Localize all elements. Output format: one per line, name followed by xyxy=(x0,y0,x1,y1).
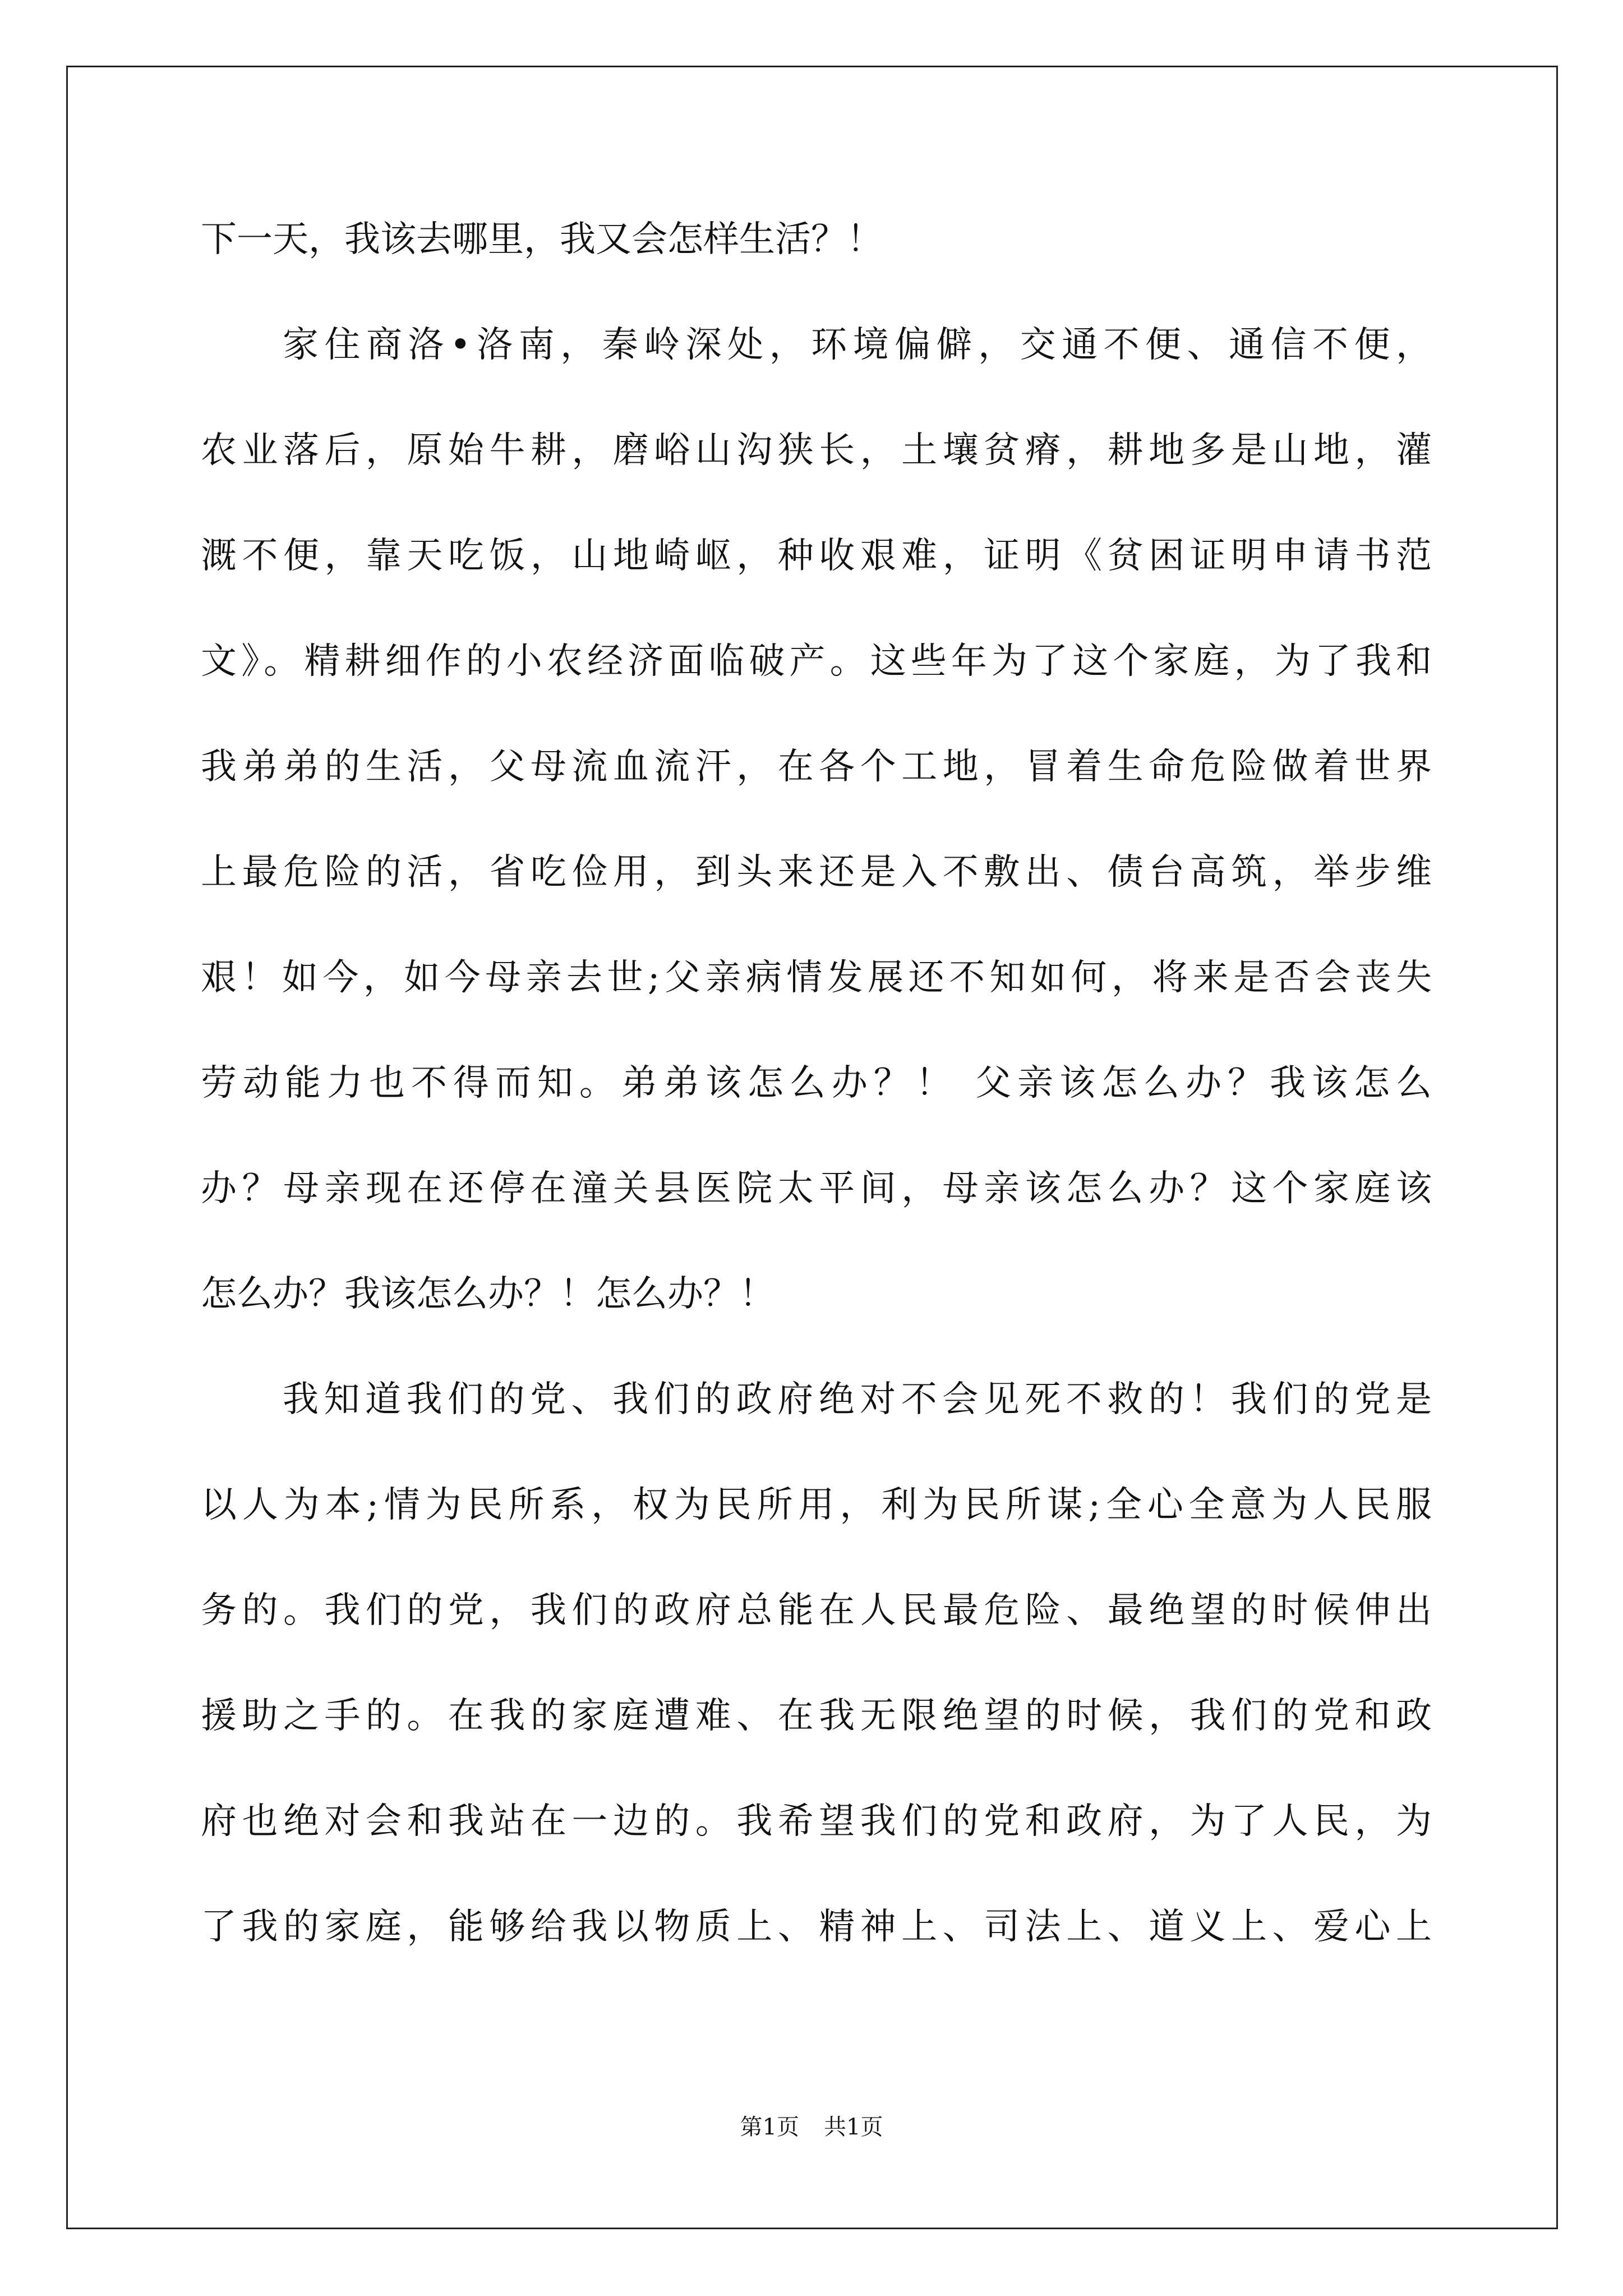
text-line: 艰！如今，如今母亲去世;父亲病情发展还不知如何，将来是否会丧失 xyxy=(201,957,1432,999)
page-number: 第1页 xyxy=(740,2114,799,2140)
page-footer xyxy=(0,2109,1623,2141)
text-line: 下一天，我该去哪里，我又会怎样生活？！ xyxy=(201,219,883,260)
paragraph-start-line: 我知道我们的党、我们的政府绝对不会见死不救的！我们的党是 xyxy=(283,1379,1432,1420)
text-line: 农业落后，原始牛耕，磨峪山沟狭长，土壤贫瘠，耕地多是山地，灌 xyxy=(201,430,1432,471)
paragraph-start-line: 家住商洛•洛南，秦岭深处，环境偏僻，交通不便、通信不便， xyxy=(283,324,1432,366)
text-line: 文》。精耕细作的小农经济面临破产。这些年为了这个家庭，为了我和 xyxy=(201,641,1432,682)
text-line: 了我的家庭，能够给我以物质上、精神上、司法上、道义上、爱心上 xyxy=(201,1906,1432,1948)
text-line: 援助之手的。在我的家庭遭难、在我无限绝望的时候，我们的党和政 xyxy=(201,1695,1432,1737)
text-line: 怎么办？我该怎么办？！怎么办？！ xyxy=(201,1273,775,1315)
document-body xyxy=(201,219,1432,2014)
text-line: 劳动能力也不得而知。弟弟该怎么办？！ 父亲该怎么办？我该怎么 xyxy=(201,1062,1432,1104)
text-line: 我弟弟的生活，父母流血流汗，在各个工地，冒着生命危险做着世界 xyxy=(201,746,1432,788)
text-line: 办？母亲现在还停在潼关县医院太平间，母亲该怎么办？这个家庭该 xyxy=(201,1168,1432,1209)
text-line: 上最危险的活，省吃俭用，到头来还是入不敷出、债台高筑，举步维 xyxy=(201,852,1432,893)
text-line: 溉不便，靠天吃饭，山地崎岖，种收艰难，证明《贫困证明申请书范 xyxy=(201,535,1432,577)
text-line: 务的。我们的党，我们的政府总能在人民最危险、最绝望的时候伸出 xyxy=(201,1590,1432,1631)
text-line: 府也绝对会和我站在一边的。我希望我们的党和政府，为了人民，为 xyxy=(201,1801,1432,1842)
text-line: 以人为本;情为民所系，权为民所用，利为民所谋;全心全意为人民服 xyxy=(201,1484,1432,1526)
page-total: 共1页 xyxy=(824,2114,883,2140)
